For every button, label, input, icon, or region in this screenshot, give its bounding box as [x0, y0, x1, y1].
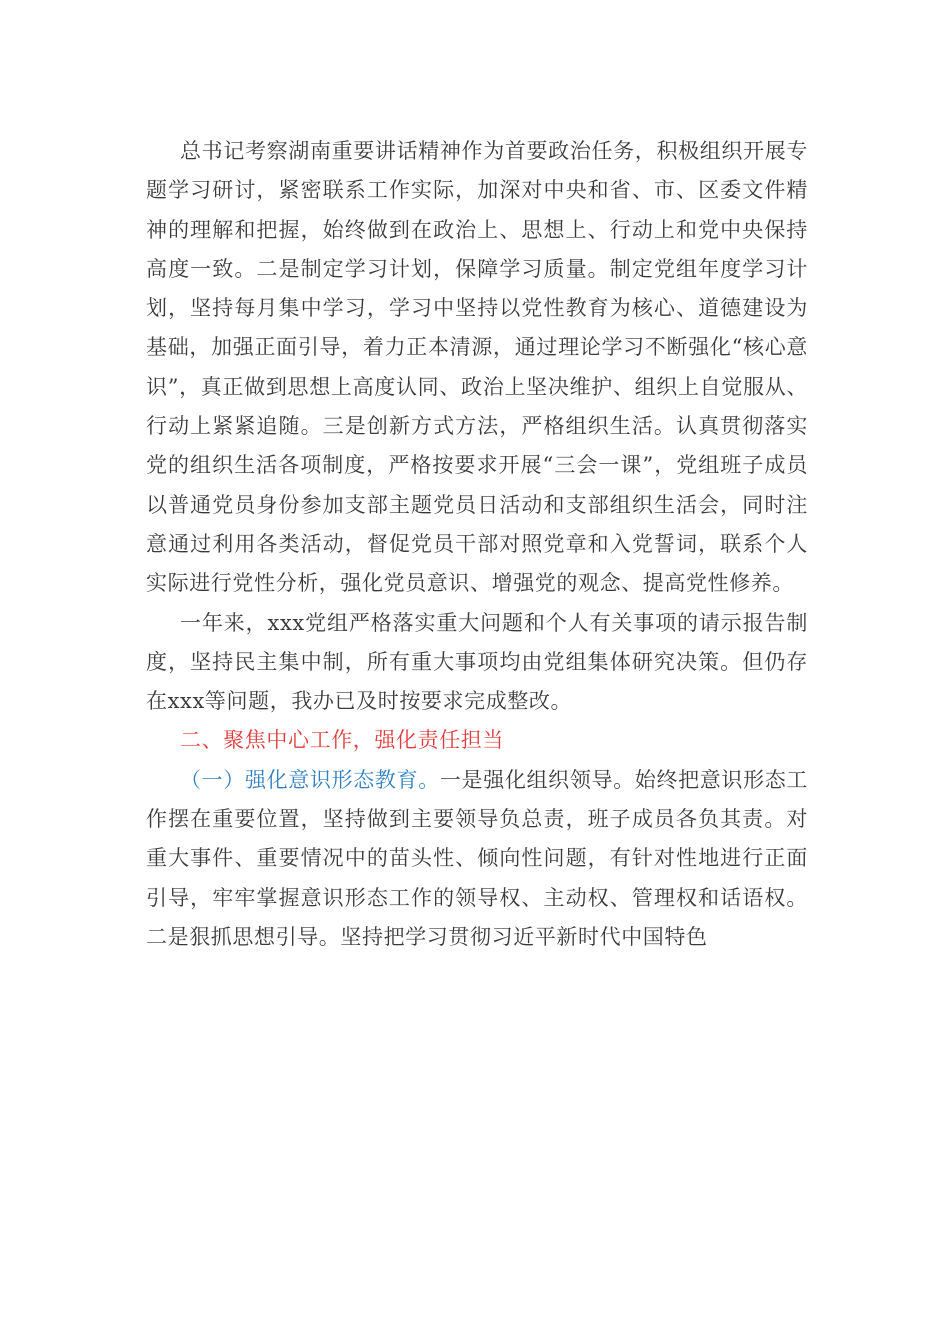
subsection-title: （一）强化意识形态教育。 [180, 767, 440, 792]
paragraph-ideology-education [146, 761, 808, 957]
document-body [146, 132, 808, 957]
paragraph-report-system: 一年来，xxx党组严格落实重大问题和个人有关事项的请示报告制度，坚持民主集中制，所有重大事项均由党组集体研究决策。但仍存在xxx等问题，我办已及时按要求完成整改。 [146, 610, 808, 714]
paragraph-ideology-text: 一是强化组织领导。始终把意识形态工作摆在重要位置，坚持做到主要领导负总责，班子成员各负其责。对重大事件、重要情况中的苗头性、倾向性问题，有针对性地进行正面引导，牢牢掌握意识形态工作的领导权、主动权、管理权和话语权。二是狠抓思想引导。坚持把学习贯彻习近平新时代中国特色 [146, 767, 808, 949]
paragraph-study-education: 总书记考察湖南重要讲话精神作为首要政治任务，积极组织开展专题学习研讨，紧密联系工作实际，加深对中央和省、市、区委文件精神的理解和把握，始终做到在政治上、思想上、行动上和党中央保持高度一致。二是制定学习计划，保障学习质量。制定党组年度学习计划，坚持每月集中学习，学习中坚持以党性教育为核心、道德建设为基础，加强正面引导，着力正本清源，通过理论学习不断强化“核心意识”，真正做到思想上高度认同、政治上坚决维护、组织上自觉服从、行动上紧紧追随。三是创新方式方法，严格组织生活。认真贯彻落实党的组织生活各项制度，严格按要求开展“三会一课”，党组班子成员以普通党员身份参加支部主题党员日活动和支部组织生活会，同时注意通过利用各类活动，督促党员干部对照党章和入党誓词，联系个人实际进行党性分析，强化党员意识、增强党的观念、提高党性修养。 [146, 139, 808, 596]
section-heading: 二、聚焦中心工作，强化责任担当 [180, 728, 504, 753]
